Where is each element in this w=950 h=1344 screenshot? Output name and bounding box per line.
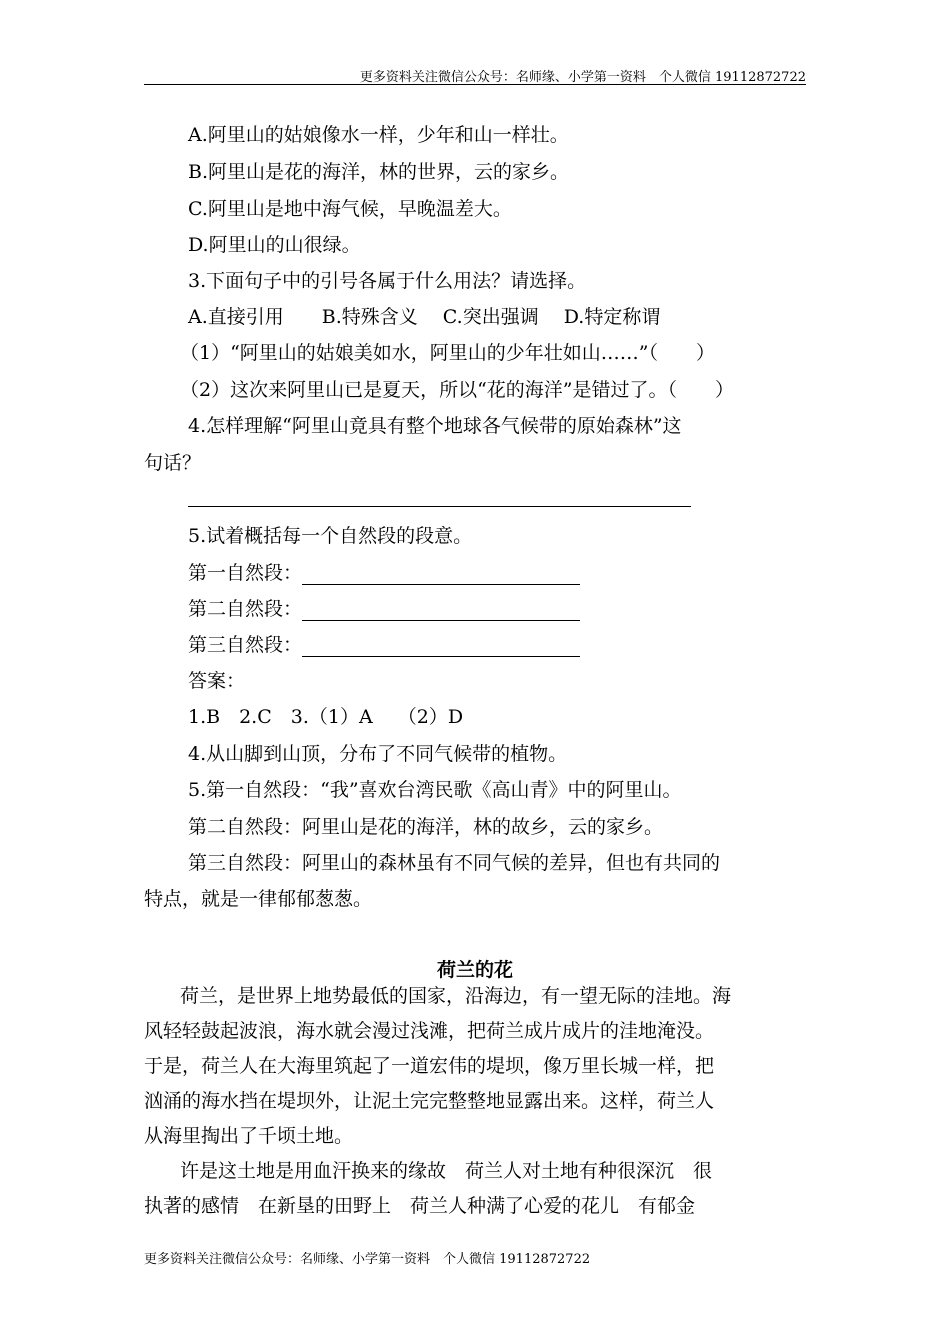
answer-4: 4.从山脚到山顶，分布了不同气候带的植物。 [188,743,568,765]
option-b: B.阿里山是花的海洋，林的世界，云的家乡。 [188,161,570,183]
question-3: 3.下面句子中的引号各属于什么用法？请选择。 [188,270,587,292]
answer-line-q4[interactable] [188,506,691,507]
para-2-blank[interactable] [302,602,580,621]
question-5-para-3 [188,633,580,657]
question-4-line-1: 4.怎样理解“阿里山竟具有整个地球各气候带的原始森林”这 [188,415,682,437]
answers-label: 答案： [188,670,246,692]
article-line: 许是这土地是用血汗换来的缘故 荷兰人对土地有种很深沉 很 [180,1160,713,1182]
article-line: 执著的感情 在新垦的田野上 荷兰人种满了心爱的花儿 有郁金 [144,1195,696,1217]
question-5: 5.试着概括每一个自然段的段意。 [188,525,473,547]
question-3-item-1: （1）“阿里山的姑娘美如水，阿里山的少年壮如山……”（ ） [180,342,716,364]
article-line: 汹涌的海水挡在堤坝外，让泥土完完整整地显露出来。这样，荷兰人 [144,1090,715,1112]
para-1-label: 第一自然段： [188,562,303,584]
answer-5-para-3-line-1: 第三自然段：阿里山的森林虽有不同气候的差异，但也有共同的 [188,852,721,874]
page-footer: 更多资料关注微信公众号：名师缘、小学第一资料 个人微信 19112872722 [144,1252,591,1267]
answer-5-para-3-line-2: 特点，就是一律郁郁葱葱。 [144,888,373,910]
article-line: 风轻轻鼓起波浪，海水就会漫过浅滩，把荷兰成片成片的洼地淹没。 [144,1020,715,1042]
article-line: 从海里掏出了千顷土地。 [144,1125,354,1147]
option-a: A.阿里山的姑娘像水一样，少年和山一样壮。 [188,124,569,146]
article-title: 荷兰的花 [436,959,513,981]
question-3-options: A.直接引用 B.特殊含义 C.突出强调 D.特定称谓 [188,306,661,328]
question-3-item-2: （2）这次来阿里山已是夏天，所以“花的海洋”是错过了。（ ） [180,379,735,401]
header-divider [144,84,806,85]
question-5-para-1 [188,561,580,585]
article-line: 于是，荷兰人在大海里筑起了一道宏伟的堤坝，像万里长城一样，把 [144,1055,715,1077]
answer-5-para-2: 第二自然段：阿里山是花的海洋，林的故乡，云的家乡。 [188,816,664,838]
article-line: 荷兰，是世界上地势最低的国家，沿海边，有一望无际的洼地。海 [180,985,732,1007]
question-5-para-2 [188,597,580,621]
question-4-line-2: 句话？ [144,452,202,474]
answer-5-para-1: 5.第一自然段：“我”喜欢台湾民歌《高山青》中的阿里山。 [188,779,682,801]
page-header: 更多资料关注微信公众号：名师缘、小学第一资料 个人微信 19112872722 [359,70,806,85]
para-3-label: 第三自然段： [188,634,303,656]
para-3-blank[interactable] [302,638,580,657]
option-c: C.阿里山是地中海气候，早晚温差大。 [188,198,512,220]
para-2-label: 第二自然段： [188,598,303,620]
answers-1-3: 1.B 2.C 3.（1）A （2）D [188,706,464,728]
option-d: D.阿里山的山很绿。 [188,234,361,256]
para-1-blank[interactable] [302,566,580,585]
